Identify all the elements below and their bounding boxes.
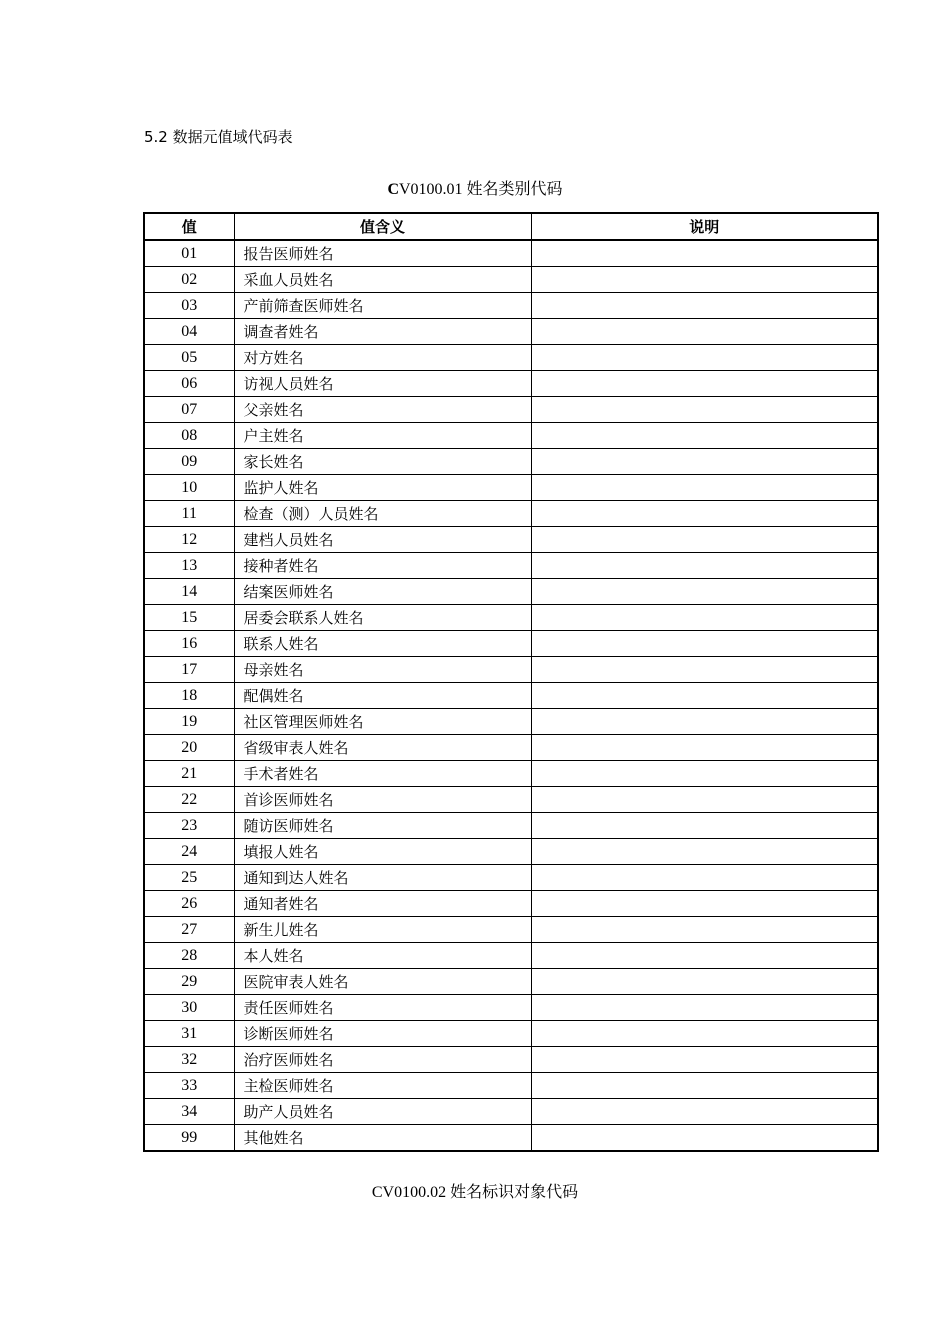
code-meaning-cell: 责任医师姓名 [234, 995, 531, 1021]
code-meaning-cell: 户主姓名 [234, 423, 531, 449]
code-note-cell [531, 683, 878, 709]
code-value-cell: 05 [144, 345, 234, 371]
table-row [144, 917, 878, 943]
code-meaning-cell: 调查者姓名 [234, 319, 531, 345]
section-heading: 5.2 数据元值域代码表 [144, 128, 293, 146]
table-row [144, 501, 878, 527]
code-meaning-cell: 接种者姓名 [234, 553, 531, 579]
code-meaning-cell: 家长姓名 [234, 449, 531, 475]
table-row [144, 1125, 878, 1152]
code-value-cell: 01 [144, 240, 234, 267]
code-note-cell [531, 1125, 878, 1152]
table-row [144, 943, 878, 969]
code-note-cell [531, 787, 878, 813]
code-note-cell [531, 943, 878, 969]
code-meaning-cell: 主检医师姓名 [234, 1073, 531, 1099]
code-value-cell: 32 [144, 1047, 234, 1073]
code-note-cell [531, 891, 878, 917]
header-meaning: 值含义 [234, 213, 531, 240]
code-value-cell: 24 [144, 839, 234, 865]
code-meaning-cell: 社区管理医师姓名 [234, 709, 531, 735]
code-note-cell [531, 267, 878, 293]
code-meaning-cell: 联系人姓名 [234, 631, 531, 657]
code-meaning-cell: 结案医师姓名 [234, 579, 531, 605]
code-meaning-cell: 检查（测）人员姓名 [234, 501, 531, 527]
code-meaning-cell: 新生儿姓名 [234, 917, 531, 943]
code-value-cell: 29 [144, 969, 234, 995]
code-value-cell: 30 [144, 995, 234, 1021]
code-value-cell: 25 [144, 865, 234, 891]
code-meaning-cell: 建档人员姓名 [234, 527, 531, 553]
table-row [144, 969, 878, 995]
code-value-cell: 17 [144, 657, 234, 683]
code-meaning-cell: 配偶姓名 [234, 683, 531, 709]
table-row [144, 579, 878, 605]
table-row [144, 1021, 878, 1047]
code-note-cell [531, 865, 878, 891]
code-meaning-cell: 报告医师姓名 [234, 240, 531, 267]
code-value-cell: 99 [144, 1125, 234, 1152]
code-value-cell: 18 [144, 683, 234, 709]
code-note-cell [531, 397, 878, 423]
code-meaning-cell: 母亲姓名 [234, 657, 531, 683]
table-row [144, 891, 878, 917]
code-value-cell: 06 [144, 371, 234, 397]
code-meaning-cell: 居委会联系人姓名 [234, 605, 531, 631]
table-header-row [144, 213, 878, 240]
code-note-cell [531, 319, 878, 345]
table-row [144, 735, 878, 761]
code-meaning-cell: 省级审表人姓名 [234, 735, 531, 761]
caption-text: V0100.01 姓名类别代码 [399, 181, 563, 198]
table-caption-name-target: CV0100.02 姓名标识对象代码 [371, 1184, 579, 1201]
table-row [144, 657, 878, 683]
code-note-cell [531, 969, 878, 995]
code-meaning-cell: 父亲姓名 [234, 397, 531, 423]
code-value-cell: 07 [144, 397, 234, 423]
code-meaning-cell: 本人姓名 [234, 943, 531, 969]
table-row [144, 345, 878, 371]
code-meaning-cell: 其他姓名 [234, 1125, 531, 1152]
code-note-cell [531, 475, 878, 501]
code-value-cell: 13 [144, 553, 234, 579]
code-value-cell: 16 [144, 631, 234, 657]
code-note-cell [531, 1099, 878, 1125]
code-value-cell: 33 [144, 1073, 234, 1099]
code-meaning-cell: 填报人姓名 [234, 839, 531, 865]
code-value-cell: 21 [144, 761, 234, 787]
table-row [144, 1099, 878, 1125]
table-row [144, 449, 878, 475]
code-note-cell [531, 1047, 878, 1073]
code-note-cell [531, 631, 878, 657]
table-row [144, 683, 878, 709]
code-note-cell [531, 917, 878, 943]
code-note-cell [531, 839, 878, 865]
table-row [144, 631, 878, 657]
code-note-cell [531, 293, 878, 319]
code-note-cell [531, 527, 878, 553]
table-row [144, 813, 878, 839]
code-value-cell: 27 [144, 917, 234, 943]
code-note-cell [531, 553, 878, 579]
code-meaning-cell: 首诊医师姓名 [234, 787, 531, 813]
code-meaning-cell: 监护人姓名 [234, 475, 531, 501]
code-note-cell [531, 1021, 878, 1047]
table-row [144, 787, 878, 813]
code-value-cell: 28 [144, 943, 234, 969]
table-caption-name-category [0, 180, 950, 200]
code-meaning-cell: 手术者姓名 [234, 761, 531, 787]
code-meaning-cell: 治疗医师姓名 [234, 1047, 531, 1073]
code-note-cell [531, 995, 878, 1021]
table-row [144, 527, 878, 553]
table-row [144, 267, 878, 293]
code-meaning-cell: 产前筛查医师姓名 [234, 293, 531, 319]
table-row [144, 553, 878, 579]
code-value-cell: 10 [144, 475, 234, 501]
code-value-cell: 08 [144, 423, 234, 449]
code-note-cell [531, 813, 878, 839]
table-row [144, 1047, 878, 1073]
name-category-code-table [143, 212, 879, 1152]
code-meaning-cell: 通知者姓名 [234, 891, 531, 917]
code-meaning-cell: 对方姓名 [234, 345, 531, 371]
table-row [144, 397, 878, 423]
table-row [144, 865, 878, 891]
table-row [144, 605, 878, 631]
code-meaning-cell: 助产人员姓名 [234, 1099, 531, 1125]
code-note-cell [531, 761, 878, 787]
code-meaning-cell: 通知到达人姓名 [234, 865, 531, 891]
table-row [144, 995, 878, 1021]
table-row [144, 475, 878, 501]
table-row [144, 761, 878, 787]
code-note-cell [531, 371, 878, 397]
code-value-cell: 23 [144, 813, 234, 839]
code-value-cell: 19 [144, 709, 234, 735]
table-row [144, 293, 878, 319]
code-note-cell [531, 735, 878, 761]
code-value-cell: 09 [144, 449, 234, 475]
code-meaning-cell: 随访医师姓名 [234, 813, 531, 839]
code-note-cell [531, 345, 878, 371]
code-value-cell: 11 [144, 501, 234, 527]
table-row [144, 1073, 878, 1099]
table-row [144, 839, 878, 865]
table-row [144, 423, 878, 449]
code-value-cell: 26 [144, 891, 234, 917]
code-value-cell: 02 [144, 267, 234, 293]
code-meaning-cell: 医院审表人姓名 [234, 969, 531, 995]
table-row [144, 240, 878, 267]
code-meaning-cell: 诊断医师姓名 [234, 1021, 531, 1047]
header-value: 值 [144, 213, 234, 240]
code-value-cell: 03 [144, 293, 234, 319]
code-value-cell: 34 [144, 1099, 234, 1125]
code-value-cell: 14 [144, 579, 234, 605]
code-note-cell [531, 579, 878, 605]
code-note-cell [531, 449, 878, 475]
code-value-cell: 15 [144, 605, 234, 631]
code-meaning-cell: 采血人员姓名 [234, 267, 531, 293]
code-note-cell [531, 605, 878, 631]
code-value-cell: 20 [144, 735, 234, 761]
code-note-cell [531, 501, 878, 527]
code-value-cell: 12 [144, 527, 234, 553]
code-note-cell [531, 709, 878, 735]
code-note-cell [531, 657, 878, 683]
code-value-cell: 31 [144, 1021, 234, 1047]
table-row [144, 709, 878, 735]
table-row [144, 319, 878, 345]
table-row [144, 371, 878, 397]
code-value-cell: 04 [144, 319, 234, 345]
code-meaning-cell: 访视人员姓名 [234, 371, 531, 397]
table-body [144, 240, 878, 1151]
code-value-cell: 22 [144, 787, 234, 813]
caption-bold-prefix: C [387, 181, 399, 198]
code-note-cell [531, 1073, 878, 1099]
code-note-cell [531, 240, 878, 267]
code-note-cell [531, 423, 878, 449]
header-note: 说明 [531, 213, 878, 240]
